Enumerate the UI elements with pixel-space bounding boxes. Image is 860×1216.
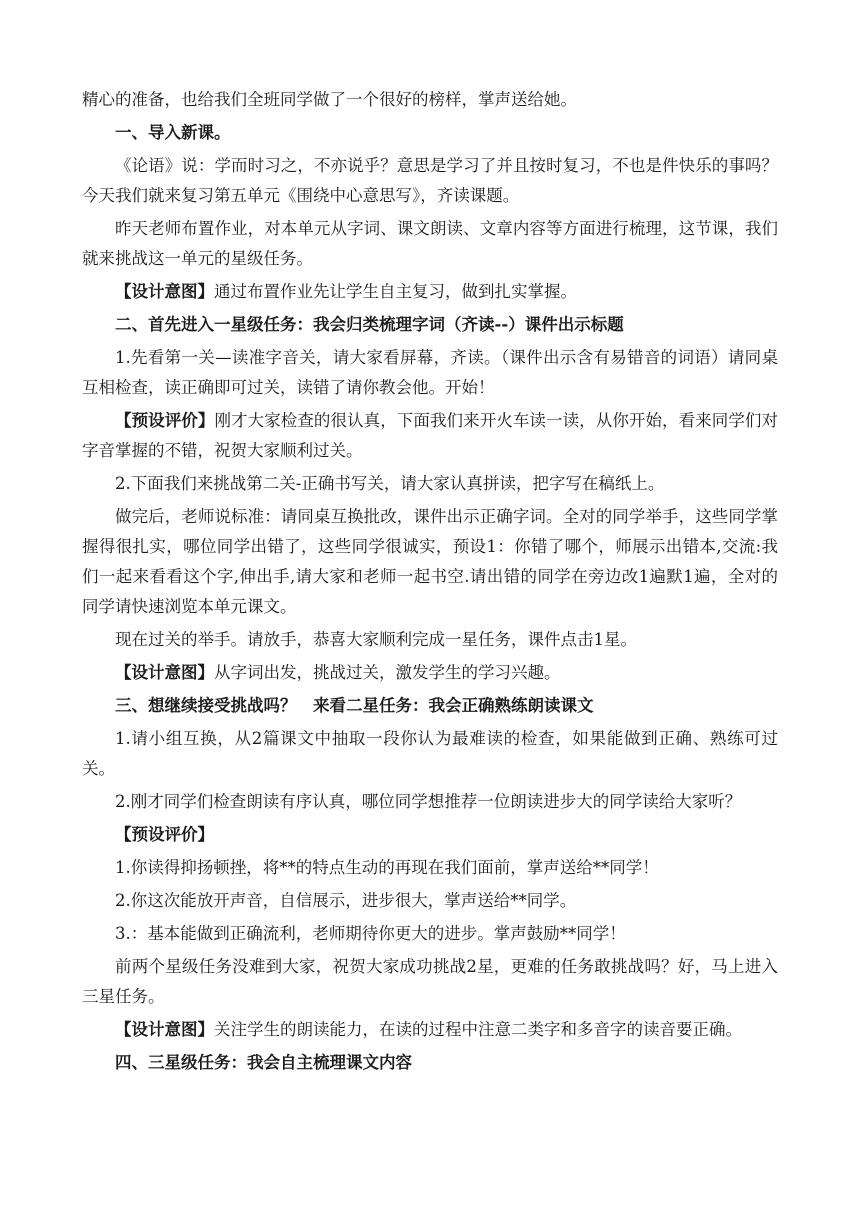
preset-evaluation-paragraph: 【预设评价】刚才大家检查的很认真，下面我们来开火车读一读，从你开始，看来同学们对字音掌握的不错，祝贺大家顺利过关。 (82, 411, 779, 460)
preset-evaluation-label: 【预设评价】 (115, 411, 215, 430)
design-intent-paragraph: 【设计意图】从字词出发，挑战过关，激发学生的学习兴趣。 (115, 663, 561, 682)
section-heading-4: 四、三星级任务：我会自主梳理课文内容 (115, 1053, 412, 1072)
paragraph: 2.下面我们来挑战第二关-正确书写关，请大家认真拼读，把字写在稿纸上。 (115, 474, 665, 493)
design-intent-label: 【设计意图】 (115, 282, 214, 301)
section-heading-2: 二、首先进入一星级任务：我会归类梳理字词（齐读--）课件出示标题 (115, 315, 624, 334)
paragraph: 昨天老师布置作业，对本单元从字词、课文朗读、文章内容等方面进行梳理，这节课，我们就来挑战这一单元的星级任务。 (82, 219, 778, 268)
section-heading-3: 三、想继续接受挑战吗？ 来看二星任务：我会正确熟练朗读课文 (115, 696, 594, 715)
preset-evaluation-label: 【预设评价】 (115, 825, 214, 844)
design-intent-paragraph: 【设计意图】通过布置作业先让学生自主复习，做到扎实掌握。 (115, 282, 577, 301)
paragraph: 1.请小组互换，从2篇课文中抽取一段你认为最难读的检查，如果能做到正确、熟练可过关。 (82, 729, 778, 778)
paragraph: 《论语》说：学而时习之，不亦说乎？意思是学习了并且按时复习，不也是件快乐的事吗？今天我们就来复习第五单元《围绕中心意思写》，齐读课题。 (82, 156, 778, 205)
paragraph: 现在过关的举手。请放手，恭喜大家顺利完成一星任务，课件点击1星。 (115, 630, 637, 649)
paragraph: 1.你读得抑扬顿挫，将**的特点生动的再现在我们面前，掌声送给**同学！ (115, 858, 659, 877)
design-intent-paragraph: 【设计意图】关注学生的朗读能力，在读的过程中注意二类字和多音字的读音要正确。 (115, 1020, 742, 1039)
preset-evaluation-heading (82, 820, 778, 850)
design-intent-label: 【设计意图】 (115, 663, 214, 682)
paragraph: 前两个星级任务没难到大家，祝贺大家成功挑战2星，更难的任务敢挑战吗？好，马上进入三星任务。 (82, 957, 778, 1006)
paragraph: 1.先看第一关—读准字音关，请大家看屏幕，齐读。（课件出示含有易错音的词语）请同桌互相检查，读正确即可过关，读错了请你教会他。开始！ (82, 348, 778, 397)
paragraph: 2.刚才同学们检查朗读有序认真，哪位同学想推荐一位朗读进步大的同学读给大家听？ (115, 792, 742, 811)
paragraph-intro: 精心的准备，也给我们全班同学做了一个很好的榜样，掌声送给她。 (82, 90, 577, 109)
section-heading-1: 一、导入新课。 (115, 123, 231, 142)
design-intent-label: 【设计意图】 (115, 1020, 214, 1039)
paragraph: 3.：基本能做到正确流利，老师期待你更大的进步。掌声鼓励**同学！ (115, 924, 626, 943)
paragraph: 做完后，老师说标准：请同桌互换批改，课件出示正确字词。全对的同学举手，这些同学掌握得很扎实，哪位同学出错了，这些同学很诚实，预设1：你错了哪个，师展示出错本,交流:我们一起来看看这个字,伸出手,请大家和老师一起书空.请出错的同学在旁边改1遍默1遍，全对的同学请快速浏览本单元课文。 (82, 507, 778, 616)
paragraph: 2.你这次能放开声音，自信展示，进步很大，掌声送给**同学。 (115, 891, 577, 910)
